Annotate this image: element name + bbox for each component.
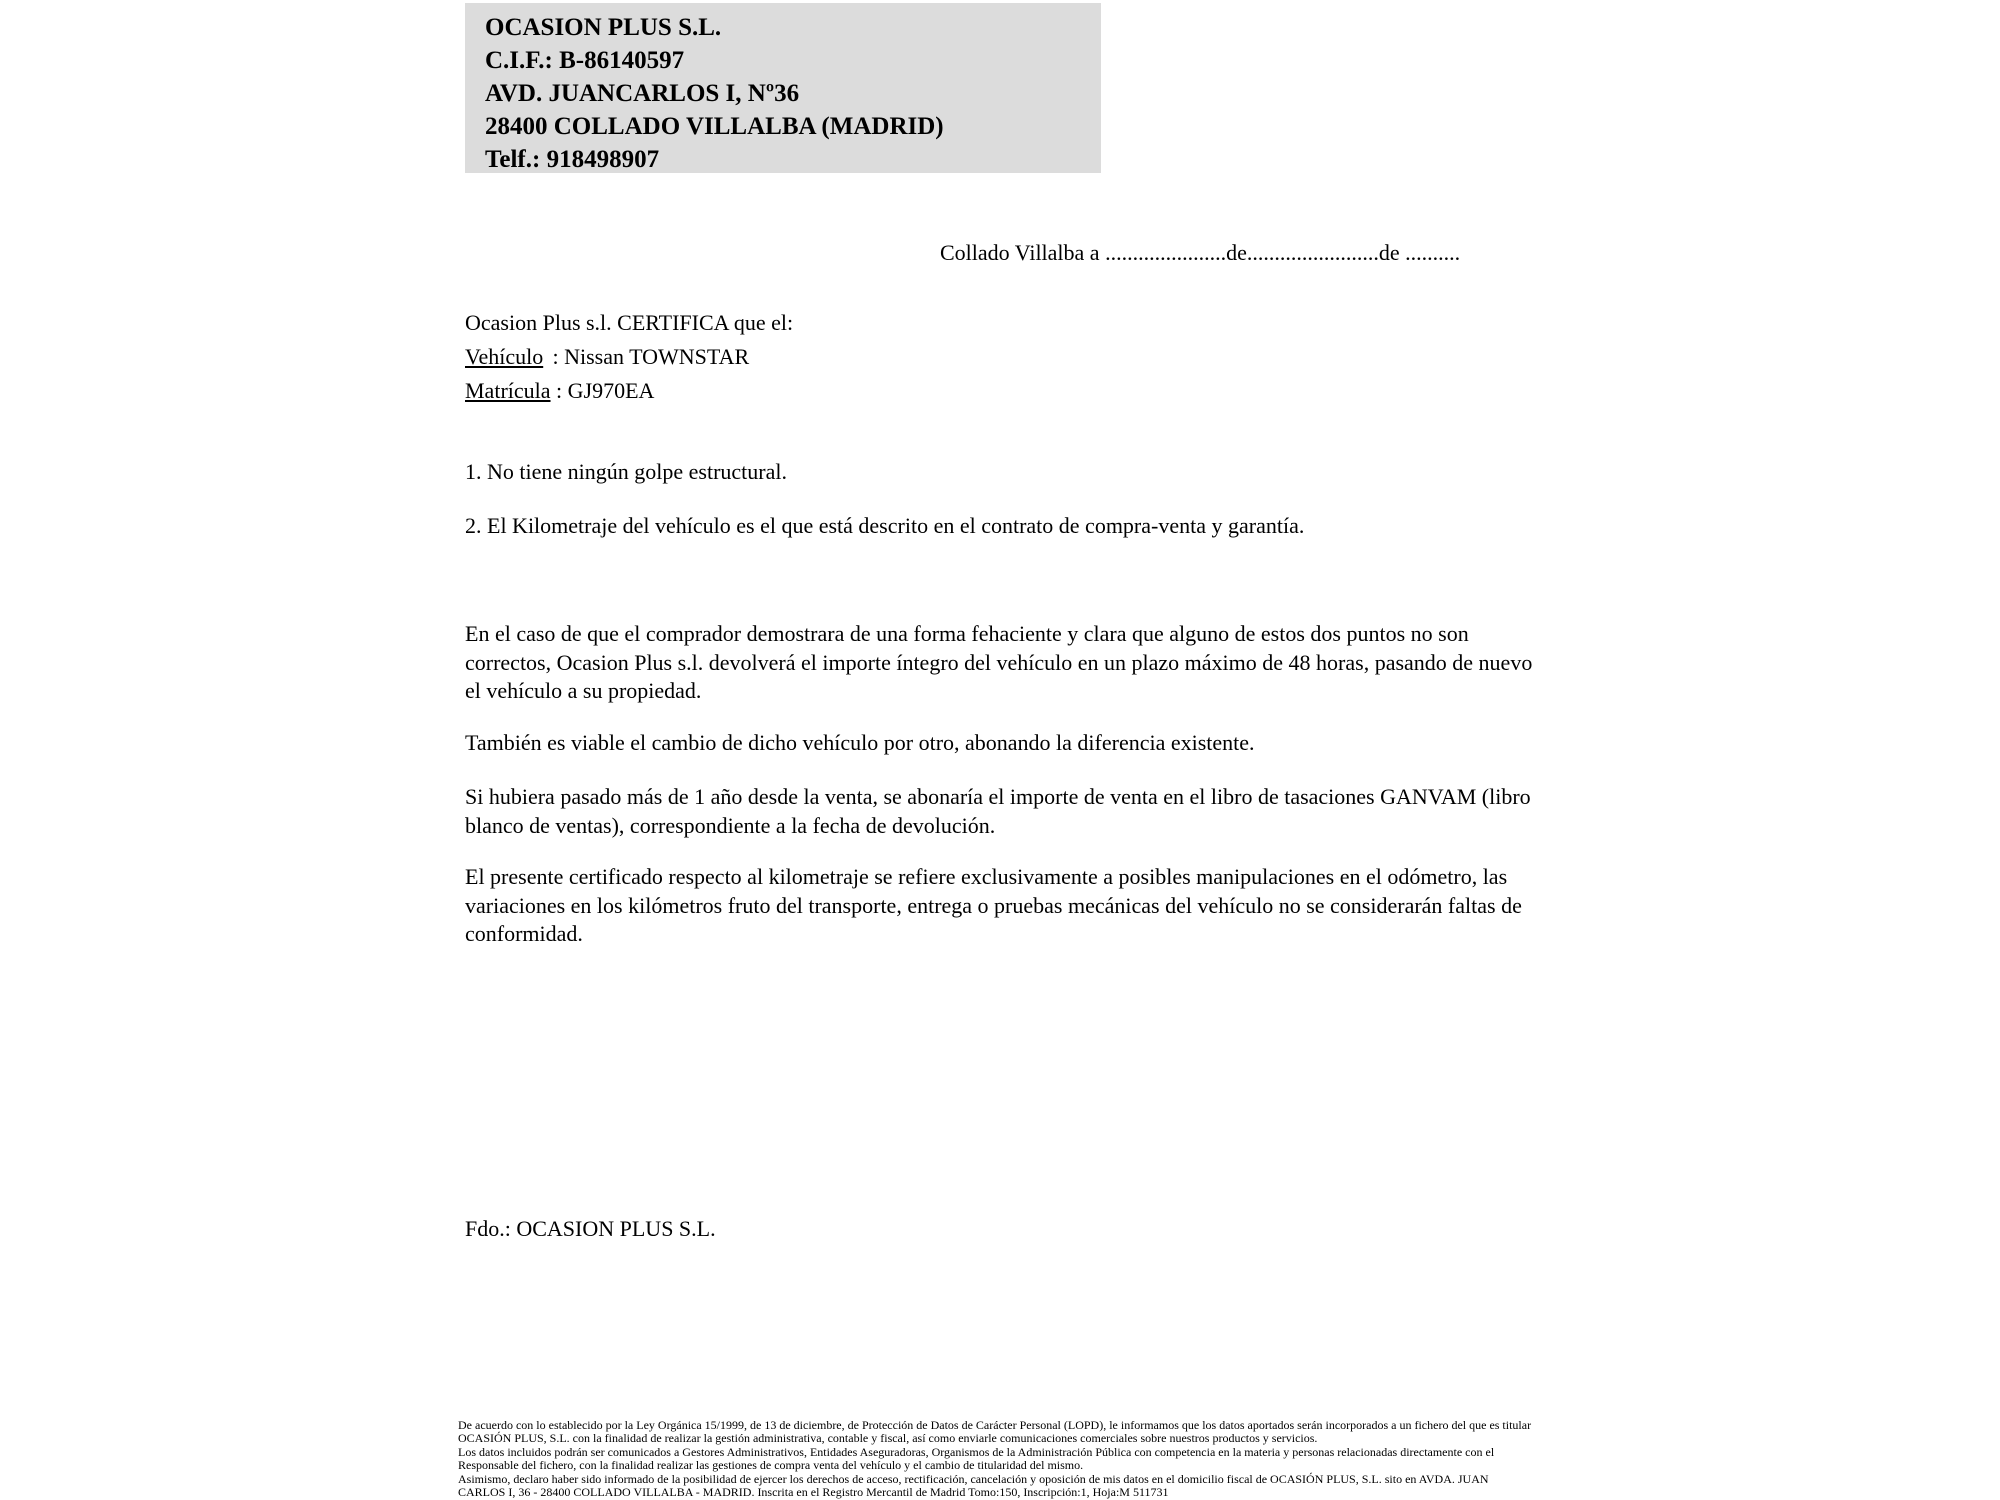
vehicle-field-row <box>465 374 793 408</box>
legal-footer <box>458 1419 1558 1499</box>
company-info-line: Telf.: 918498907 <box>485 146 660 173</box>
company-info-line: AVD. JUANCARLOS I, Nº36 <box>485 80 800 107</box>
legal-footer-line: Responsable del fichero, con la finalidad realizar las gestiones de compra venta del vehículo y el cambio de titularidad del mismo. <box>458 1458 1084 1473</box>
legal-footer-line: CARLOS I, 36 - 28400 COLLADO VILLALBA - MADRID. Inscrita en el Registro Mercantil de Madrid Tomo:150, Inscripción:1, Hoja:M 511731 <box>458 1485 1169 1500</box>
paragraph-odometer-disclaimer: El presente certificado respecto al kilometraje se refiere exclusivamente a posibles manipulaciones en el odómetro, las variaciones en los kilómetros fruto del transporte, entrega o pruebas mecánicas del vehículo no se considerarán faltas de conformidad. <box>465 864 1522 946</box>
field-value: : Nissan TOWNSTAR <box>547 344 750 369</box>
field-label: Vehículo <box>465 344 544 369</box>
company-info-box <box>465 3 1101 173</box>
vehicle-fields <box>465 340 793 408</box>
legal-footer-line: De acuerdo con lo establecido por la Ley Orgánica 15/1999, de 13 de diciembre, de Protección de Datos de Carácter Personal (LOPD), le informamos que los datos aportados serán incorporados a un fichero del que es titular <box>458 1418 1532 1432</box>
legal-footer-line: Los datos incluidos podrán ser comunicados a Gestores Administrativos, Entidades Aseguradoras, Organismos de la Administración Pública con competencia en la materia y personas relacionadas directamente con el <box>458 1444 1495 1459</box>
certify-block <box>465 306 793 408</box>
company-info-line: 28400 COLLADO VILLALBA (MADRID) <box>485 113 944 140</box>
date-place-line: Collado Villalba a ......................de........................de .......... <box>940 240 1461 265</box>
legal-footer-line: Asimismo, declaro haber sido informado de la posibilidad de ejercer los derechos de acceso, rectificación, cancelación y oposición de mis datos en el domicilio fiscal de OCASIÓN PLUS, S.L. sito en AVDA. JUAN <box>458 1471 1489 1486</box>
certified-point-2: 2. El Kilometraje del vehículo es el que está descrito en el contrato de compra-venta y garantía. <box>465 513 1305 538</box>
paragraph-vehicle-exchange: También es viable el cambio de dicho vehículo por otro, abonando la diferencia existente. <box>465 730 1255 755</box>
signature-line: Fdo.: OCASION PLUS S.L. <box>465 1216 716 1241</box>
paragraph-ganvam-valuation: Si hubiera pasado más de 1 año desde la venta, se abonaría el importe de venta en el libro de tasaciones GANVAM (libro blanco de ventas), correspondiente a la fecha de devolución. <box>465 784 1531 838</box>
certify-intro: Ocasion Plus s.l. CERTIFICA que el: <box>465 310 794 335</box>
legal-footer-line: OCASIÓN PLUS, S.L. con la finalidad de realizar la gestión administrativa, contable y fiscal, así como enviarle comunicaciones comerciales sobre nuestros productos y servicios. <box>458 1431 1318 1446</box>
company-info-line: C.I.F.: B-86140597 <box>485 47 685 74</box>
certified-point-1: 1. No tiene ningún golpe estructural. <box>465 459 787 484</box>
field-label: Matrícula <box>465 378 551 403</box>
paragraph-refund-condition: En el caso de que el comprador demostrara de una forma fehaciente y clara que alguno de estos dos puntos no son correctos, Ocasion Plus s.l. devolverá el importe íntegro del vehículo en un plazo máximo de 48 horas, pasando de nuevo el vehículo a su propiedad. <box>465 621 1533 703</box>
company-info-line: OCASION PLUS S.L. <box>485 14 722 41</box>
field-value: : GJ970EA <box>550 378 655 403</box>
vehicle-field-row <box>465 340 793 374</box>
